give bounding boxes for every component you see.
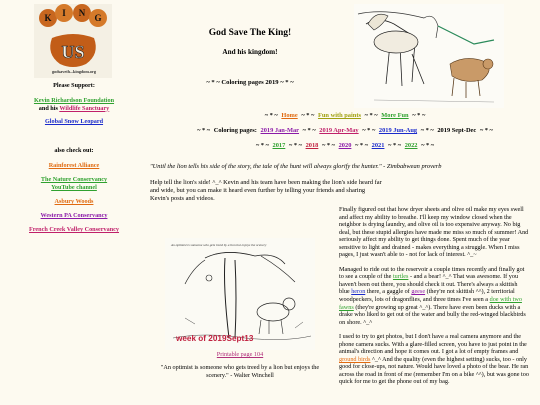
heron-link[interactable]: heron bbox=[351, 288, 366, 296]
western-pa-conservancy-link[interactable]: Western PA Conservancy bbox=[40, 212, 108, 219]
page-subtitle: And his kingdom! bbox=[222, 48, 278, 56]
story-text: (they're not skittish ^^), 2 territorial woodpeckers, lots of dragonflies, and three times I've seen a bbox=[339, 288, 515, 304]
printable-page-row bbox=[150, 351, 330, 358]
proverb-text: "Until the lion tells his side of the story, the tale of the hunt will always glorify the hunter." - Zimbabwean proverb bbox=[150, 163, 442, 170]
horse-and-dog-drawing bbox=[354, 4, 504, 108]
help-paragraph: Help tell the lion's side! ^_^ Kevin and his team have been making the lion's side heard far and wide, but you can make it heard even further by telling your friends and sharing Kevin's posts and videos. bbox=[150, 179, 382, 202]
nav-separator: ~ * ~ bbox=[412, 112, 426, 119]
french-creek-row bbox=[0, 226, 148, 234]
story-text: - and a bear! ^_^ That was awesome. If you haven't been out there, you should check it out. There's always a skittish blue bbox=[339, 273, 519, 296]
nav-2018-link[interactable]: 2018 bbox=[305, 142, 319, 149]
global-snow-leopard-row bbox=[0, 118, 148, 126]
nav-fun-with-paints-link[interactable]: Fun with paints bbox=[317, 112, 361, 119]
nature-conservancy-link[interactable]: The Nature Conservancy bbox=[40, 176, 108, 183]
page-title: God Save The King! bbox=[208, 28, 292, 38]
site-logo[interactable] bbox=[34, 4, 112, 78]
and-his-text: and his bbox=[38, 104, 58, 112]
global-snow-leopard-link[interactable]: Global Snow Leopard bbox=[44, 118, 104, 125]
nav-separator: ~ * ~ bbox=[420, 127, 434, 134]
nav-separator: ~ * ~ bbox=[288, 142, 302, 149]
nav-2019-jun-aug-link[interactable]: 2019 Jun-Aug bbox=[378, 127, 418, 134]
svg-text:US: US bbox=[61, 42, 85, 62]
years-nav bbox=[150, 142, 540, 149]
main-nav bbox=[150, 112, 540, 119]
western-pa-row bbox=[0, 212, 148, 220]
nav-separator: ~ * ~ bbox=[264, 112, 278, 119]
nav-separator: ~ * ~ bbox=[302, 127, 316, 134]
story-text: I used to try to get photos, but I don't have a real camera anymore and the phone camera sucks. With a glare-filled screen, you have to just point in the animal's direction and hope it comes out. I got a lot of empty frames and bbox=[339, 333, 527, 356]
svg-text:I: I bbox=[62, 8, 66, 18]
nav-separator: ~ * ~ bbox=[321, 142, 335, 149]
story-paragraph-3 bbox=[339, 333, 529, 386]
nav-separator: ~ * ~ bbox=[301, 112, 315, 119]
rainforest-row bbox=[0, 162, 148, 170]
asbury-woods-link[interactable]: Asbury Woods bbox=[54, 198, 94, 205]
nav-separator: ~ * ~ bbox=[197, 127, 211, 134]
story-column bbox=[339, 206, 529, 393]
turtles-link[interactable]: turtles bbox=[392, 273, 409, 281]
support-block bbox=[0, 97, 148, 112]
story-paragraph-1: Finally figured out that how dryer sheets and olive oil make my eyes swell and affect my ability to breathe. I'll keep my window closed when the neighbor is drying laundry, and olive oil is too expensive anyway. No big deal, but these stupid allergies have made me miss so much of summer! And seriously affect my ability to get things done. Spent much of the year sensitive to light and drained - makes everything a struggle. When I miss pages, I just wasn't able to - not for lack of interest. ^_~ bbox=[339, 206, 529, 259]
nav-2017-link[interactable]: 2017 bbox=[272, 142, 286, 149]
geese-link[interactable]: geese bbox=[411, 288, 426, 296]
horse-dog-illustration bbox=[354, 4, 504, 108]
nav-separator: ~ * ~ bbox=[479, 127, 493, 134]
nav-separator: ~ * ~ bbox=[364, 112, 378, 119]
please-support-heading: Please Support: bbox=[53, 82, 95, 89]
story-paragraph-2 bbox=[339, 266, 529, 326]
ground-birds-link[interactable]: ground birds bbox=[339, 355, 371, 363]
nav-more-fun-link[interactable]: More Fun bbox=[381, 112, 409, 119]
rainforest-alliance-link[interactable]: Rainforest Alliance bbox=[48, 162, 100, 169]
story-text: ^_^ And the quality (even the highest setting) sucks, too - only good for close-ups, not nature. Would have loved a photo of the bear. He ran across the road in front of me (remember I'm on a bike ^^), but was gone too quick for me to get the phone out of my bag. bbox=[339, 355, 529, 386]
nav-separator: ~ * ~ bbox=[388, 142, 402, 149]
youtube-channel-link[interactable]: YouTube channel bbox=[51, 183, 97, 191]
nav-2020-link[interactable]: 2020 bbox=[338, 142, 352, 149]
asbury-row bbox=[0, 198, 148, 206]
doe-with-fawns-link[interactable]: doe with two fawns bbox=[339, 296, 522, 311]
story-text: there, a gaggle of bbox=[365, 288, 412, 296]
svg-text:K: K bbox=[44, 13, 52, 23]
nav-2019-jan-mar-link[interactable]: 2019 Jan-Mar bbox=[260, 127, 300, 134]
coloring-pages-nav bbox=[150, 127, 540, 134]
story-text: (they're growing up great ^_^). There have even been ducks with a drake who liked to get out of the water and bully the red-winged blackbirds on shore. ^_^ bbox=[339, 303, 526, 326]
wildlife-sanctuary-link[interactable]: Wildlife Sanctuary bbox=[59, 104, 110, 112]
also-check-out-heading: also check out: bbox=[54, 147, 94, 154]
paw-letters-logo-image bbox=[34, 4, 112, 78]
cartoon-caption-text: An optimist is someone who gets treed by a lion but enjoys the scenery bbox=[171, 243, 267, 247]
svg-text:N: N bbox=[78, 8, 86, 18]
nav-home-link[interactable]: Home bbox=[281, 112, 298, 119]
french-creek-valley-conservancy-link[interactable]: French Creek Valley Conservancy bbox=[29, 226, 119, 233]
logo-caption: godsaveth...kingdom.org bbox=[52, 69, 96, 74]
printable-page-link[interactable]: Printable page 104 bbox=[216, 351, 264, 358]
coloring-pages-label: Coloring pages: bbox=[213, 127, 257, 134]
kevin-richardson-foundation-link[interactable]: Kevin Richardson Foundation bbox=[33, 97, 115, 104]
nav-2021-link[interactable]: 2021 bbox=[371, 142, 385, 149]
coloring-pages-heading: ~ * ~ Coloring pages 2019 ~ * ~ bbox=[206, 79, 294, 86]
cartoon-caption: "An optimist is someone who gets treed by a lion but enjoys the scenery." - Walter Winchell bbox=[160, 364, 320, 379]
proverb-quote bbox=[150, 163, 540, 170]
nav-separator: ~ * ~ bbox=[255, 142, 269, 149]
nav-separator: ~ * ~ bbox=[355, 142, 369, 149]
svg-text:G: G bbox=[94, 13, 102, 23]
nav-2022-link[interactable]: 2022 bbox=[404, 142, 418, 149]
week-label: week of 2019Sept13 bbox=[176, 334, 254, 343]
nav-separator: ~ * ~ bbox=[362, 127, 376, 134]
story-text: Managed to ride out to the reservoir a couple times recently and finally got to see a couple of the bbox=[339, 265, 525, 281]
nature-conservancy-row bbox=[0, 176, 148, 191]
nav-2019-apr-may-link[interactable]: 2019 Apr-May bbox=[319, 127, 359, 134]
nav-2019-sept-dec-current: 2019 Sept-Dec bbox=[437, 127, 477, 134]
nav-separator: ~ * ~ bbox=[421, 142, 435, 149]
